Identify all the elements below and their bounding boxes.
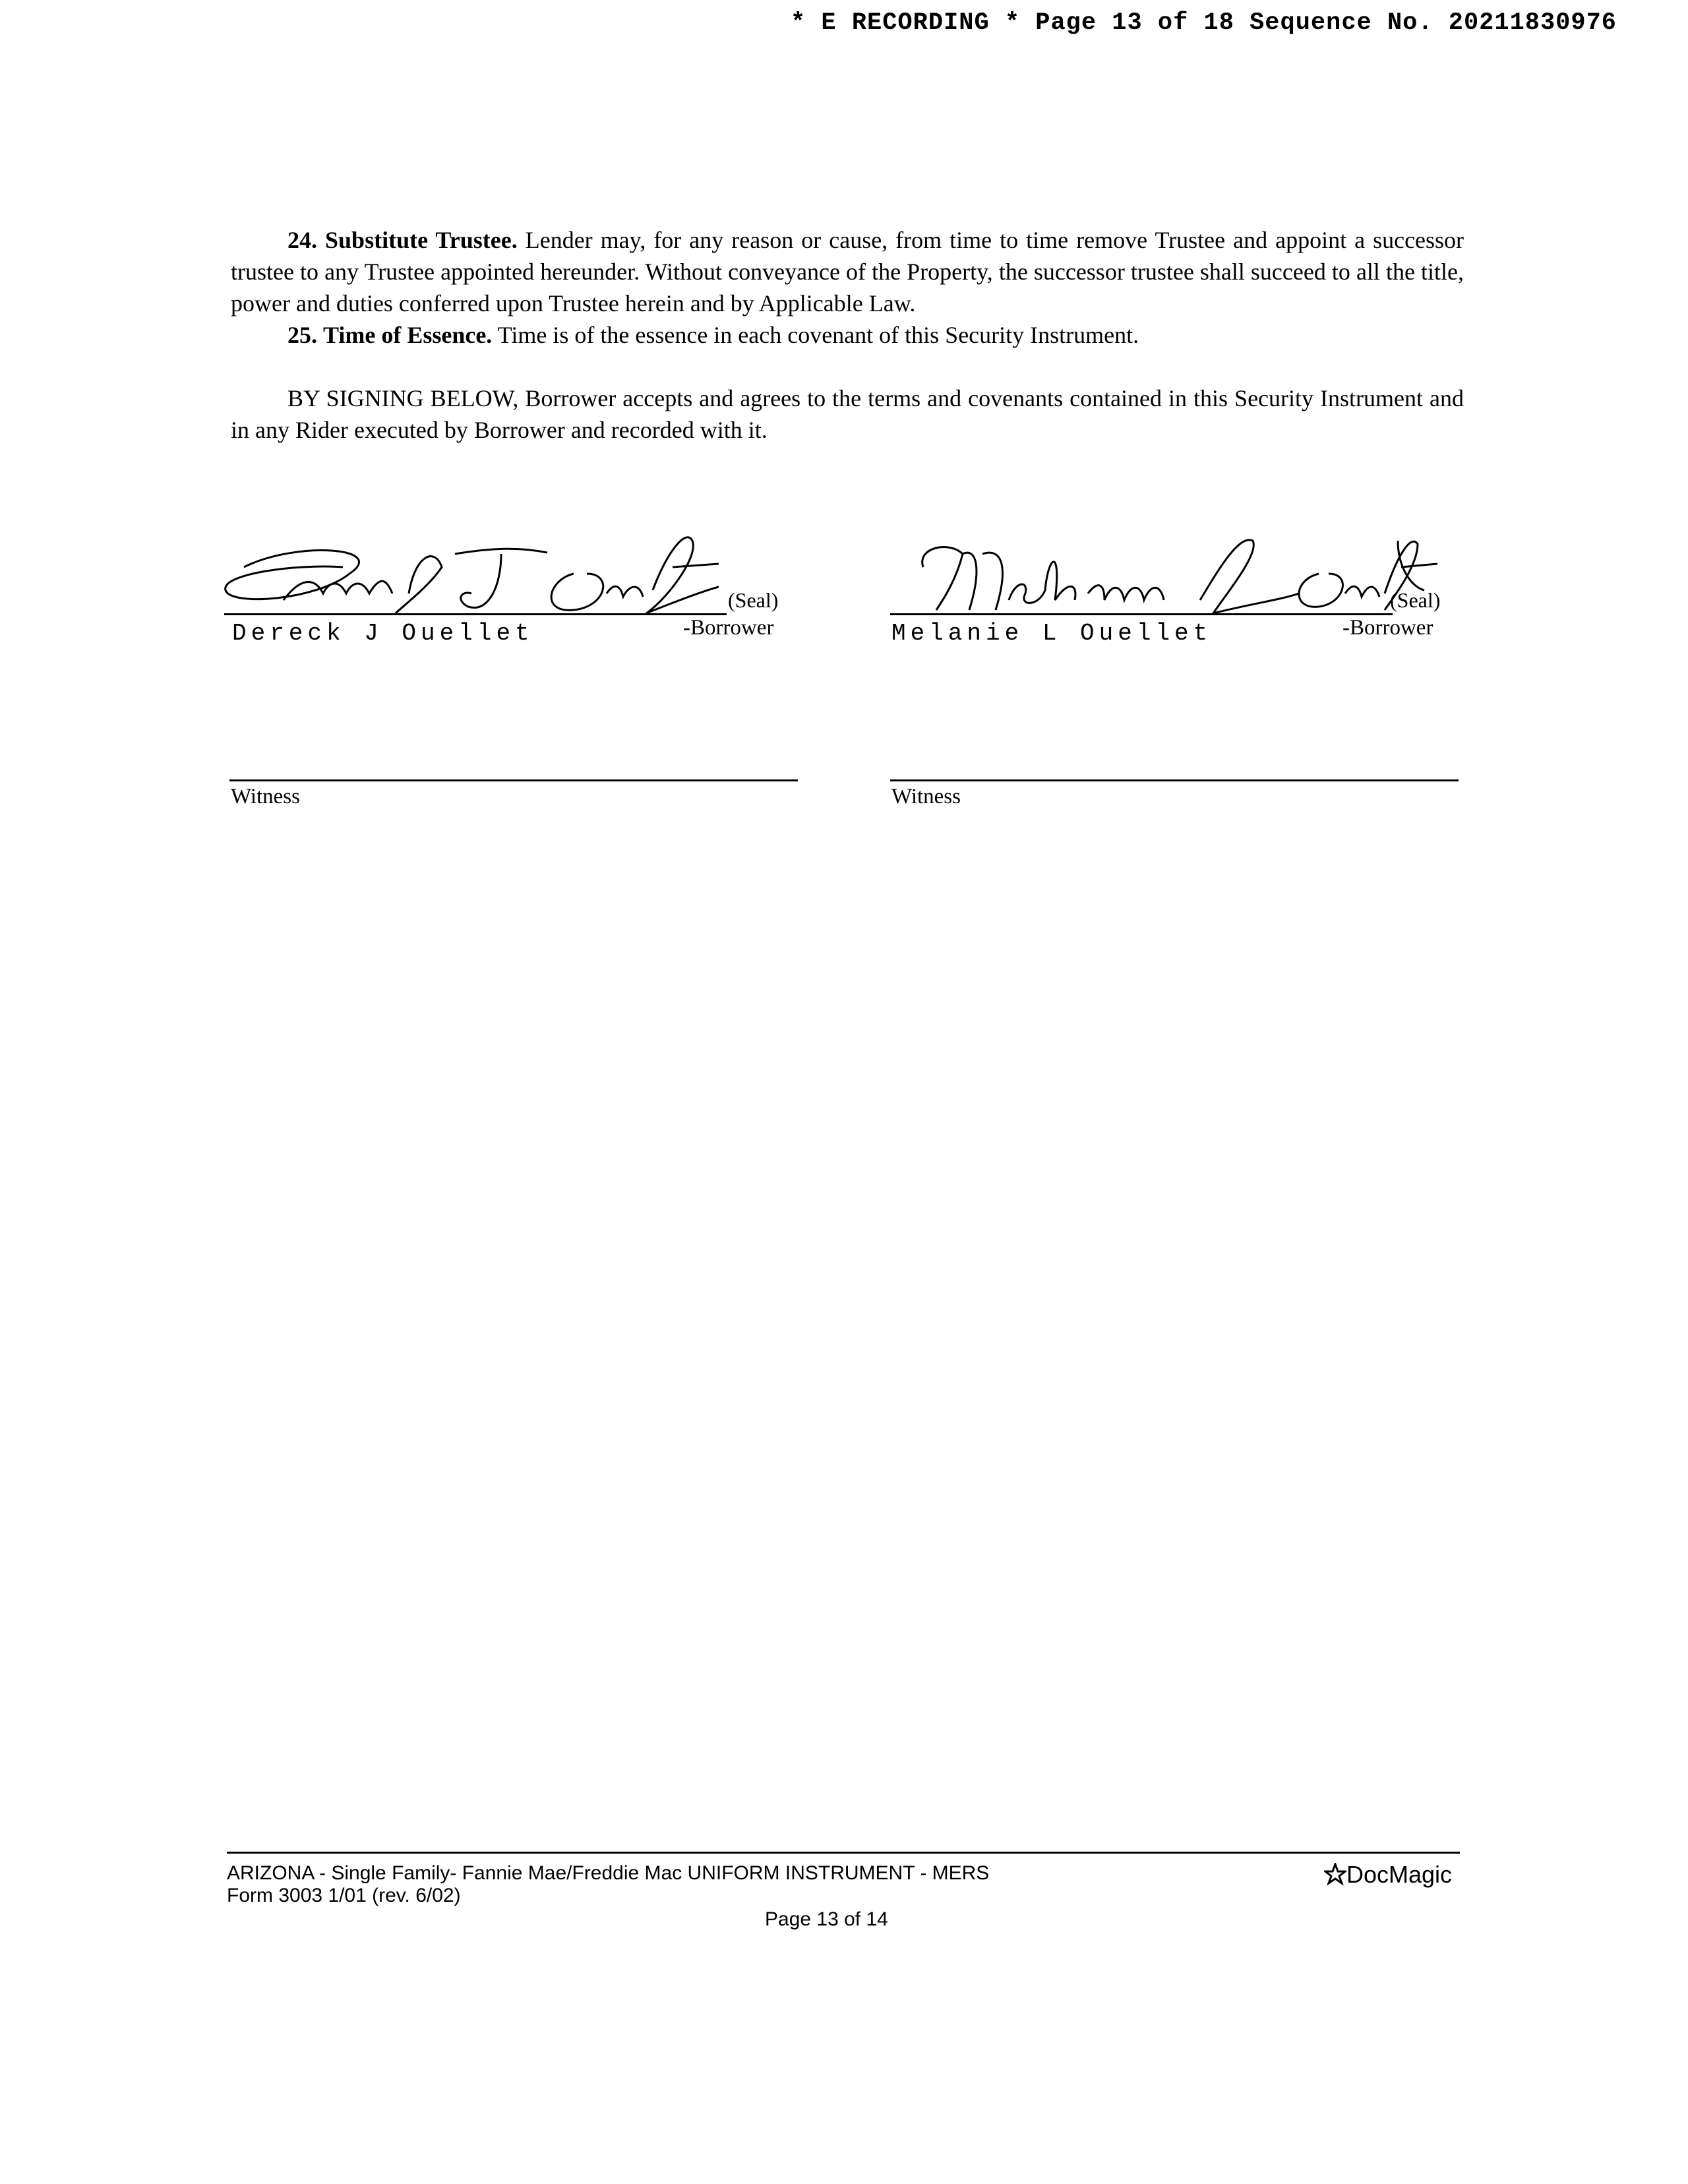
witness-line-2 xyxy=(890,779,1459,781)
signing-statement xyxy=(231,382,1464,446)
footer-page-number: Page 13 of 14 xyxy=(765,1908,888,1930)
section-25-heading: Time of Essence. xyxy=(323,322,493,348)
borrower-1-role: -Borrower xyxy=(683,616,774,640)
witness-label-1: Witness xyxy=(231,785,300,808)
footer-form-number: Form 3003 1/01 (rev. 6/02) xyxy=(227,1885,461,1906)
signature-melanie xyxy=(910,528,1437,626)
section-24-text: Lender may, for any reason or cause, from time to time remove Trustee and appoint a successor trustee to any Trustee appointed hereunder. Without conveyance of the Property, the successor trustee shall succeed to all the title, power and duties conferred upon Trustee herein and by Applicable Law. xyxy=(231,227,1464,317)
section-24-number: 24. xyxy=(287,227,317,253)
section-24-heading: Substitute Trustee. xyxy=(325,227,518,253)
borrower-2-role: -Borrower xyxy=(1342,616,1433,640)
signing-statement-text: BY SIGNING BELOW, Borrower accepts and agrees to the terms and covenants contained in this Security Instrument and in any Rider executed by Borrower and recorded with it. xyxy=(231,385,1464,443)
section-24 xyxy=(231,224,1464,319)
borrower-2-name: Melanie L Ouellet xyxy=(891,620,1213,647)
footer-instrument-title: ARIZONA - Single Family- Fannie Mae/Freddie Mac UNIFORM INSTRUMENT - MERS xyxy=(227,1862,990,1884)
star-outline-icon xyxy=(1324,1863,1346,1885)
witness-label-2: Witness xyxy=(891,785,961,808)
footer-rule xyxy=(227,1852,1460,1854)
recording-header: * E RECORDING * Page 13 of 18 Sequence No. 20211830976 xyxy=(791,9,1617,37)
docmagic-logo xyxy=(1324,1861,1452,1889)
signature-dereck xyxy=(218,528,732,626)
signature-line-borrower-1 xyxy=(224,613,727,615)
signature-line-borrower-2 xyxy=(890,613,1393,615)
seal-label-1: (Seal) xyxy=(728,588,779,612)
docmagic-brand-text: DocMagic xyxy=(1346,1861,1453,1888)
seal-label-2: (Seal) xyxy=(1390,588,1441,612)
section-25-number: 25. xyxy=(287,322,317,348)
witness-line-1 xyxy=(229,779,798,781)
borrower-1-name: Dereck J Ouellet xyxy=(232,620,534,647)
section-25-text: Time is of the essence in each covenant of this Security Instrument. xyxy=(497,322,1139,348)
section-25 xyxy=(231,319,1464,351)
